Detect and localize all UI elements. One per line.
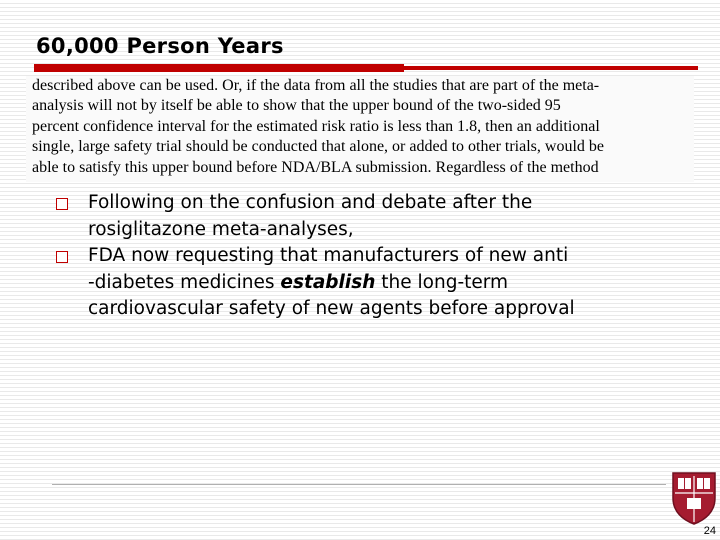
bullet-text-line: Following on the confusion and debate after the xyxy=(88,192,533,213)
harvard-shield-icon xyxy=(669,470,719,526)
title-underline-accent xyxy=(34,64,404,72)
page-number: 24 xyxy=(703,525,716,537)
bullet-text-line: FDA now requesting that manufacturers of new anti xyxy=(88,245,569,266)
square-bullet-icon xyxy=(56,198,68,210)
bullet-text-line: cardiovascular safety of new agents before approval xyxy=(88,298,575,319)
excerpt-line: able to satisfy this upper bound before NDA/BLA submission. Regardless of the method xyxy=(32,158,599,176)
excerpt-line: analysis will not by itself be able to show that the upper bound of the two-sided 95 xyxy=(32,97,561,115)
bullet-text-segment: -diabetes medicines xyxy=(88,271,275,293)
square-bullet-icon xyxy=(56,251,68,263)
bullet-text-line xyxy=(88,270,690,297)
slide-title: 60,000 Person Years xyxy=(36,34,284,58)
excerpt-line: described above can be used. Or, if the data from all the studies that are part of the meta- xyxy=(32,77,600,94)
excerpt-line: single, large safety trial should be conducted that alone, or added to other trials, would be xyxy=(32,138,604,156)
bullet-text-line: rosiglitazone meta-analyses, xyxy=(88,218,354,240)
bullet-item xyxy=(50,243,690,323)
bullet-list xyxy=(50,190,690,323)
excerpt-line: percent confidence interval for the estimated risk ratio is less than 1.8, then an additional xyxy=(32,117,600,135)
excerpt-image-text xyxy=(26,76,694,182)
bullet-item xyxy=(50,190,690,243)
bullet-text-segment: the long-term xyxy=(375,271,509,293)
emphasized-word: establish xyxy=(280,271,376,293)
footer-divider xyxy=(52,484,666,485)
